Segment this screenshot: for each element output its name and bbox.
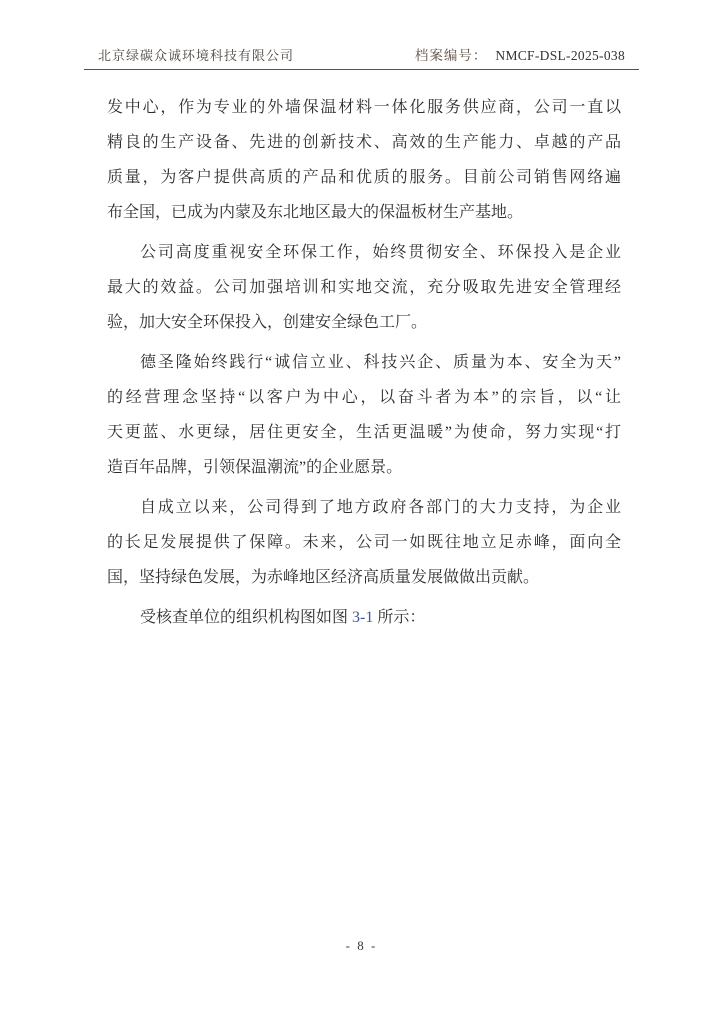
archive-number-label: 档案编号： — [414, 48, 488, 63]
text-line: 最大的效益。公司加强培训和实地交流，充分吸取先进安全管理经 — [107, 279, 621, 296]
text-line: 公司高度重视安全环保工作，始终贯彻安全、环保投入是企业 — [140, 244, 621, 261]
text-line: 布全国，已成为内蒙及东北地区最大的保温板材生产基地。 — [107, 204, 524, 221]
text-line: 天更蓝、水更绿，居住更安全，生活更温暖”为使命，努力实现“打 — [107, 424, 621, 441]
archive-number-value: NMCF-DSL-2025-038 — [495, 48, 625, 63]
body-paragraph-5 — [107, 600, 621, 635]
text-line: 精良的生产设备、先进的创新技术、高效的生产能力、卓越的产品 — [107, 134, 621, 151]
page-header — [84, 44, 639, 70]
text-line: 验，加大安全环保投入，创建安全绿色工厂。 — [107, 314, 428, 331]
text-line: 质量，为客户提供高质的产品和优质的服务。目前公司销售网络遍 — [107, 169, 621, 186]
figure-sentence-prefix: 受核查单位的组织机构图如图 — [140, 609, 353, 626]
text-line: 的长足发展提供了保障。未来，公司一如既往地立足赤峰，面向全 — [107, 534, 621, 551]
figure-sentence-suffix: 所示： — [373, 609, 426, 626]
text-line: 的经营理念坚持“以客户为中心，以奋斗者为本”的宗旨，以“让 — [107, 389, 621, 406]
header-company-name: 北京绿碳众诚环境科技有限公司 — [98, 48, 295, 63]
body-paragraph-3 — [107, 345, 621, 485]
body-paragraph-4 — [107, 490, 621, 595]
figure-reference[interactable]: 3-1 — [352, 609, 374, 626]
document-body — [107, 90, 621, 640]
body-paragraph-1 — [107, 90, 621, 230]
text-line: 造百年品牌，引领保温潮流”的企业愿景。 — [107, 459, 403, 476]
header-archive-group — [415, 44, 625, 64]
text-line: 自成立以来，公司得到了地方政府各部门的大力支持，为企业 — [140, 499, 621, 516]
page-footer — [0, 938, 723, 954]
page-number: - 8 - — [345, 938, 378, 953]
text-line: 国，坚持绿色发展，为赤峰地区经济高质量发展做做出贡献。 — [107, 569, 540, 586]
body-paragraph-2 — [107, 235, 621, 340]
text-line: 德圣隆始终践行“诚信立业、科技兴企、质量为本、安全为天” — [140, 354, 621, 371]
text-line: 发中心，作为专业的外墙保温材料一体化服务供应商，公司一直以 — [107, 99, 621, 116]
figure-reference-sentence — [107, 600, 621, 635]
